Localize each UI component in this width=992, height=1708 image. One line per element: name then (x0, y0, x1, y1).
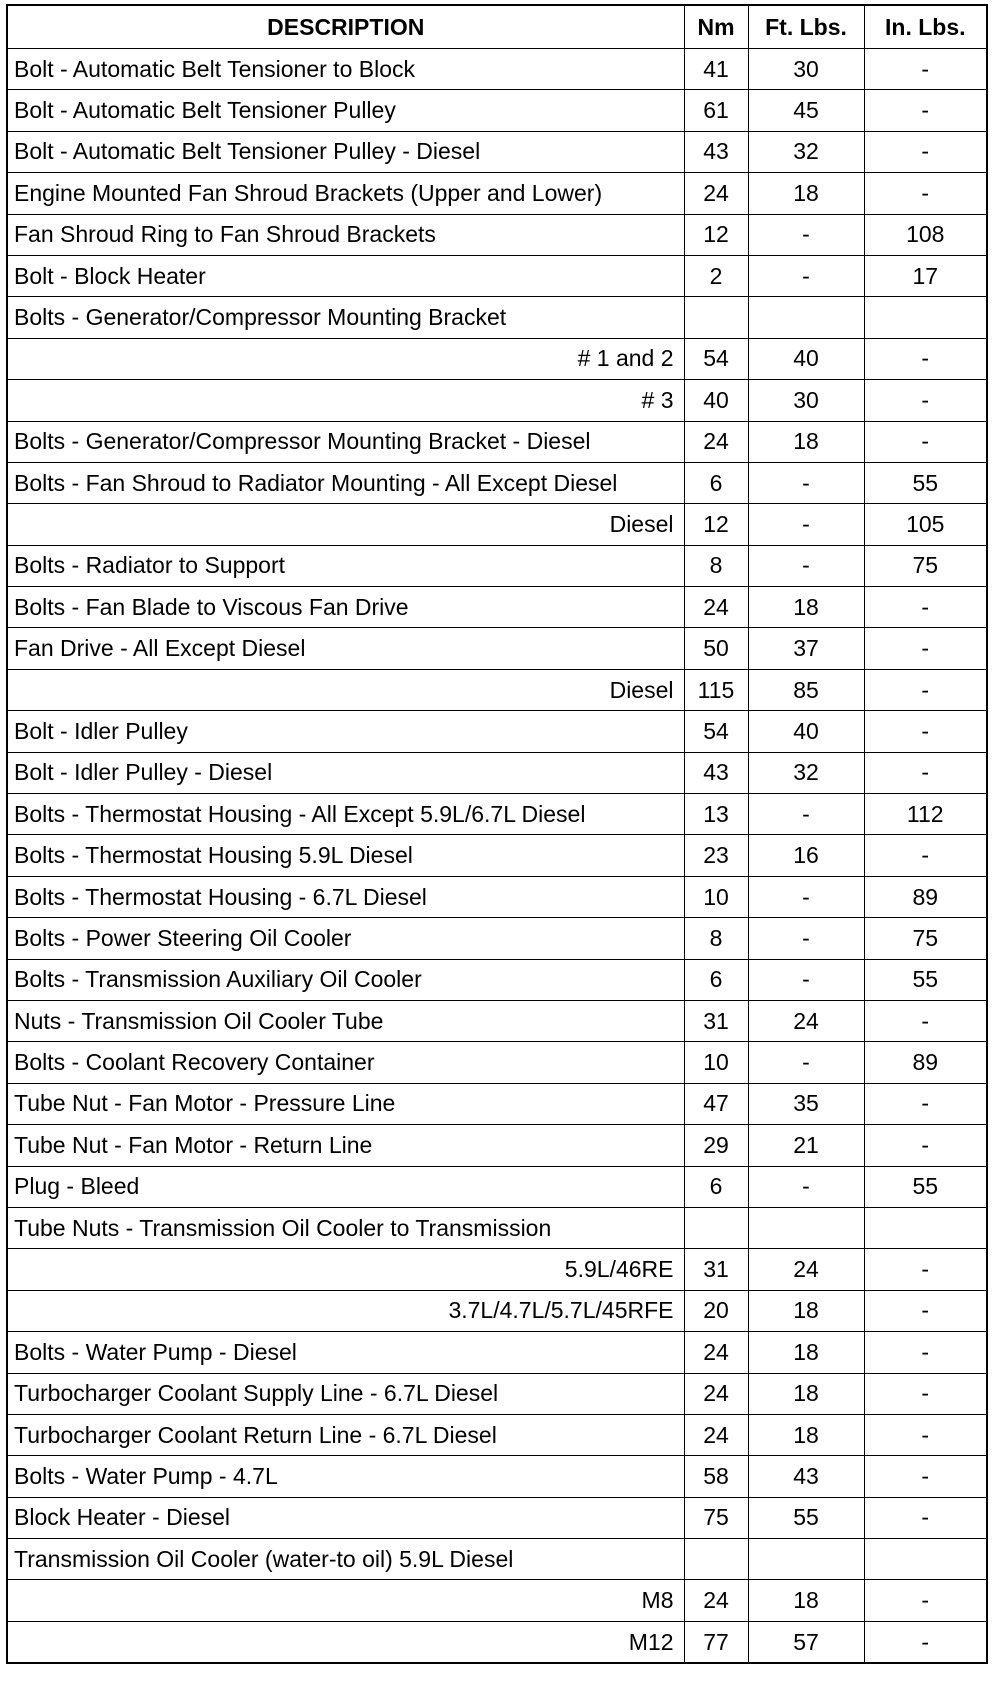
cell-in-lbs: - (864, 711, 987, 752)
cell-nm: 12 (684, 214, 748, 255)
cell-in-lbs: - (864, 338, 987, 379)
cell-ft-lbs: - (748, 1042, 864, 1083)
table-row (7, 628, 987, 669)
cell-ft-lbs: 40 (748, 338, 864, 379)
cell-in-lbs: - (864, 835, 987, 876)
cell-nm: 24 (684, 173, 748, 214)
cell-in-lbs: - (864, 1125, 987, 1166)
cell-in-lbs: - (864, 669, 987, 710)
table-row (7, 794, 987, 835)
table-row (7, 49, 987, 90)
cell-description: Bolts - Fan Blade to Viscous Fan Drive (7, 587, 684, 628)
table-row (7, 338, 987, 379)
table-row (7, 1000, 987, 1041)
cell-ft-lbs: - (748, 918, 864, 959)
table-row (7, 1414, 987, 1455)
cell-nm: 6 (684, 959, 748, 1000)
cell-nm: 24 (684, 1414, 748, 1455)
cell-description: Nuts - Transmission Oil Cooler Tube (7, 1000, 684, 1041)
table-row (7, 1207, 987, 1248)
cell-description: Bolt - Block Heater (7, 255, 684, 296)
cell-nm: 43 (684, 752, 748, 793)
cell-description: Bolts - Thermostat Housing 5.9L Diesel (7, 835, 684, 876)
cell-in-lbs: - (864, 1580, 987, 1621)
table-row (7, 711, 987, 752)
cell-nm: 115 (684, 669, 748, 710)
cell-in-lbs: 55 (864, 959, 987, 1000)
cell-description: Bolt - Idler Pulley - Diesel (7, 752, 684, 793)
cell-description: Bolts - Fan Shroud to Radiator Mounting - All Except Diesel (7, 462, 684, 503)
cell-description: Fan Shroud Ring to Fan Shroud Brackets (7, 214, 684, 255)
table-row (7, 918, 987, 959)
cell-description: Bolts - Thermostat Housing - 6.7L Diesel (7, 876, 684, 917)
cell-description: Turbocharger Coolant Supply Line - 6.7L Diesel (7, 1373, 684, 1414)
cell-description: Bolts - Thermostat Housing - All Except 5.9L/6.7L Diesel (7, 794, 684, 835)
table-body (7, 49, 987, 1664)
cell-nm: 8 (684, 545, 748, 586)
table-row (7, 504, 987, 545)
table-header (7, 5, 987, 49)
cell-description: M8 (7, 1580, 684, 1621)
cell-description: Bolts - Power Steering Oil Cooler (7, 918, 684, 959)
cell-in-lbs: 105 (864, 504, 987, 545)
cell-in-lbs (864, 297, 987, 338)
cell-ft-lbs: - (748, 1166, 864, 1207)
cell-description: Diesel (7, 504, 684, 545)
cell-nm: 20 (684, 1290, 748, 1331)
cell-ft-lbs: 40 (748, 711, 864, 752)
cell-nm: 24 (684, 1332, 748, 1373)
cell-nm: 2 (684, 255, 748, 296)
cell-in-lbs: 75 (864, 545, 987, 586)
cell-ft-lbs: 18 (748, 1332, 864, 1373)
table-row (7, 1539, 987, 1580)
table-row (7, 752, 987, 793)
table-row (7, 214, 987, 255)
table-row (7, 421, 987, 462)
table-row (7, 380, 987, 421)
cell-ft-lbs: 18 (748, 1414, 864, 1455)
cell-in-lbs (864, 1539, 987, 1580)
cell-ft-lbs (748, 297, 864, 338)
cell-in-lbs: 75 (864, 918, 987, 959)
cell-ft-lbs: - (748, 504, 864, 545)
cell-description: Bolt - Automatic Belt Tensioner Pulley - Diesel (7, 131, 684, 172)
cell-in-lbs: 112 (864, 794, 987, 835)
cell-ft-lbs: 18 (748, 1580, 864, 1621)
cell-ft-lbs: - (748, 876, 864, 917)
cell-description: Engine Mounted Fan Shroud Brackets (Upper and Lower) (7, 173, 684, 214)
cell-ft-lbs: 18 (748, 1373, 864, 1414)
cell-ft-lbs: 18 (748, 421, 864, 462)
table-row (7, 297, 987, 338)
cell-ft-lbs: - (748, 545, 864, 586)
cell-description: Tube Nut - Fan Motor - Return Line (7, 1125, 684, 1166)
cell-description: Transmission Oil Cooler (water-to oil) 5.9L Diesel (7, 1539, 684, 1580)
torque-spec-table (6, 4, 988, 1664)
table-row (7, 1497, 987, 1538)
cell-nm: 50 (684, 628, 748, 669)
cell-nm: 31 (684, 1000, 748, 1041)
table-row (7, 835, 987, 876)
table-row (7, 1083, 987, 1124)
table-row (7, 1373, 987, 1414)
cell-in-lbs: - (864, 421, 987, 462)
cell-description: Diesel (7, 669, 684, 710)
cell-ft-lbs: 16 (748, 835, 864, 876)
cell-description: Bolts - Generator/Compressor Mounting Bracket (7, 297, 684, 338)
cell-description: Bolt - Idler Pulley (7, 711, 684, 752)
table-row (7, 1125, 987, 1166)
table-row (7, 1580, 987, 1621)
table-row (7, 876, 987, 917)
cell-description: Tube Nut - Fan Motor - Pressure Line (7, 1083, 684, 1124)
cell-nm: 10 (684, 876, 748, 917)
cell-in-lbs: - (864, 1000, 987, 1041)
cell-ft-lbs: 57 (748, 1621, 864, 1663)
cell-in-lbs: - (864, 1456, 987, 1497)
cell-in-lbs: - (864, 752, 987, 793)
header-nm: Nm (684, 5, 748, 49)
cell-ft-lbs: 45 (748, 90, 864, 131)
cell-in-lbs: - (864, 49, 987, 90)
header-in-lbs: In. Lbs. (864, 5, 987, 49)
table-row (7, 90, 987, 131)
cell-ft-lbs: - (748, 255, 864, 296)
cell-nm: 13 (684, 794, 748, 835)
cell-ft-lbs: - (748, 959, 864, 1000)
cell-in-lbs: 17 (864, 255, 987, 296)
table-row (7, 1332, 987, 1373)
cell-nm: 12 (684, 504, 748, 545)
cell-nm: 31 (684, 1249, 748, 1290)
cell-ft-lbs: 55 (748, 1497, 864, 1538)
cell-description: Bolt - Automatic Belt Tensioner Pulley (7, 90, 684, 131)
cell-description: Bolts - Radiator to Support (7, 545, 684, 586)
cell-ft-lbs: 43 (748, 1456, 864, 1497)
header-row (7, 5, 987, 49)
cell-ft-lbs: 32 (748, 131, 864, 172)
cell-in-lbs: - (864, 1249, 987, 1290)
cell-ft-lbs: 18 (748, 587, 864, 628)
cell-in-lbs: - (864, 1497, 987, 1538)
header-ft-lbs: Ft. Lbs. (748, 5, 864, 49)
cell-description: Bolt - Automatic Belt Tensioner to Block (7, 49, 684, 90)
cell-description: Bolts - Transmission Auxiliary Oil Cooler (7, 959, 684, 1000)
cell-ft-lbs: 30 (748, 49, 864, 90)
cell-nm: 75 (684, 1497, 748, 1538)
cell-description: Turbocharger Coolant Return Line - 6.7L Diesel (7, 1414, 684, 1455)
cell-ft-lbs (748, 1539, 864, 1580)
cell-nm: 54 (684, 338, 748, 379)
cell-nm: 77 (684, 1621, 748, 1663)
cell-ft-lbs: 18 (748, 173, 864, 214)
cell-ft-lbs: 21 (748, 1125, 864, 1166)
cell-in-lbs: - (864, 1332, 987, 1373)
cell-nm: 6 (684, 462, 748, 503)
table-row (7, 1456, 987, 1497)
table-row (7, 669, 987, 710)
cell-in-lbs: - (864, 628, 987, 669)
cell-description: Bolts - Water Pump - 4.7L (7, 1456, 684, 1497)
cell-in-lbs: - (864, 90, 987, 131)
cell-description: Tube Nuts - Transmission Oil Cooler to Transmission (7, 1207, 684, 1248)
cell-nm: 29 (684, 1125, 748, 1166)
cell-nm: 58 (684, 1456, 748, 1497)
table-row (7, 545, 987, 586)
cell-nm: 6 (684, 1166, 748, 1207)
cell-in-lbs: 108 (864, 214, 987, 255)
header-description: DESCRIPTION (7, 5, 684, 49)
table-row (7, 255, 987, 296)
cell-ft-lbs: 24 (748, 1000, 864, 1041)
cell-nm: 24 (684, 1580, 748, 1621)
cell-nm (684, 297, 748, 338)
cell-in-lbs: 55 (864, 1166, 987, 1207)
table-row (7, 1249, 987, 1290)
cell-description: Bolts - Coolant Recovery Container (7, 1042, 684, 1083)
cell-nm (684, 1207, 748, 1248)
cell-in-lbs: 89 (864, 1042, 987, 1083)
cell-ft-lbs: 32 (748, 752, 864, 793)
cell-nm: 47 (684, 1083, 748, 1124)
cell-ft-lbs (748, 1207, 864, 1248)
table-row (7, 1166, 987, 1207)
cell-description: Fan Drive - All Except Diesel (7, 628, 684, 669)
cell-ft-lbs: 18 (748, 1290, 864, 1331)
table-row (7, 131, 987, 172)
cell-nm: 61 (684, 90, 748, 131)
cell-nm: 40 (684, 380, 748, 421)
cell-nm: 41 (684, 49, 748, 90)
cell-in-lbs: - (864, 380, 987, 421)
cell-description: Bolts - Water Pump - Diesel (7, 1332, 684, 1373)
cell-description: Block Heater - Diesel (7, 1497, 684, 1538)
table-row (7, 1290, 987, 1331)
cell-in-lbs: - (864, 1083, 987, 1124)
cell-in-lbs: 89 (864, 876, 987, 917)
cell-nm: 54 (684, 711, 748, 752)
table-row (7, 173, 987, 214)
cell-in-lbs: 55 (864, 462, 987, 503)
cell-description: # 3 (7, 380, 684, 421)
cell-description: # 1 and 2 (7, 338, 684, 379)
cell-description: Plug - Bleed (7, 1166, 684, 1207)
cell-nm: 24 (684, 421, 748, 462)
cell-ft-lbs: 85 (748, 669, 864, 710)
cell-ft-lbs: 35 (748, 1083, 864, 1124)
table-row (7, 1042, 987, 1083)
cell-ft-lbs: - (748, 794, 864, 835)
cell-nm: 23 (684, 835, 748, 876)
table-row (7, 959, 987, 1000)
cell-ft-lbs: - (748, 214, 864, 255)
cell-description: 5.9L/46RE (7, 1249, 684, 1290)
cell-in-lbs: - (864, 587, 987, 628)
cell-in-lbs: - (864, 1621, 987, 1663)
table-row (7, 1621, 987, 1663)
cell-ft-lbs: 37 (748, 628, 864, 669)
cell-ft-lbs: - (748, 462, 864, 503)
cell-nm: 10 (684, 1042, 748, 1083)
cell-ft-lbs: 24 (748, 1249, 864, 1290)
cell-in-lbs: - (864, 1290, 987, 1331)
cell-in-lbs: - (864, 173, 987, 214)
cell-nm: 24 (684, 587, 748, 628)
cell-in-lbs: - (864, 1414, 987, 1455)
cell-nm: 24 (684, 1373, 748, 1414)
cell-in-lbs: - (864, 1373, 987, 1414)
cell-in-lbs (864, 1207, 987, 1248)
cell-nm: 43 (684, 131, 748, 172)
cell-in-lbs: - (864, 131, 987, 172)
cell-description: 3.7L/4.7L/5.7L/45RFE (7, 1290, 684, 1331)
cell-ft-lbs: 30 (748, 380, 864, 421)
table-row (7, 462, 987, 503)
cell-description: Bolts - Generator/Compressor Mounting Bracket - Diesel (7, 421, 684, 462)
table-row (7, 587, 987, 628)
cell-nm (684, 1539, 748, 1580)
cell-description: M12 (7, 1621, 684, 1663)
cell-nm: 8 (684, 918, 748, 959)
